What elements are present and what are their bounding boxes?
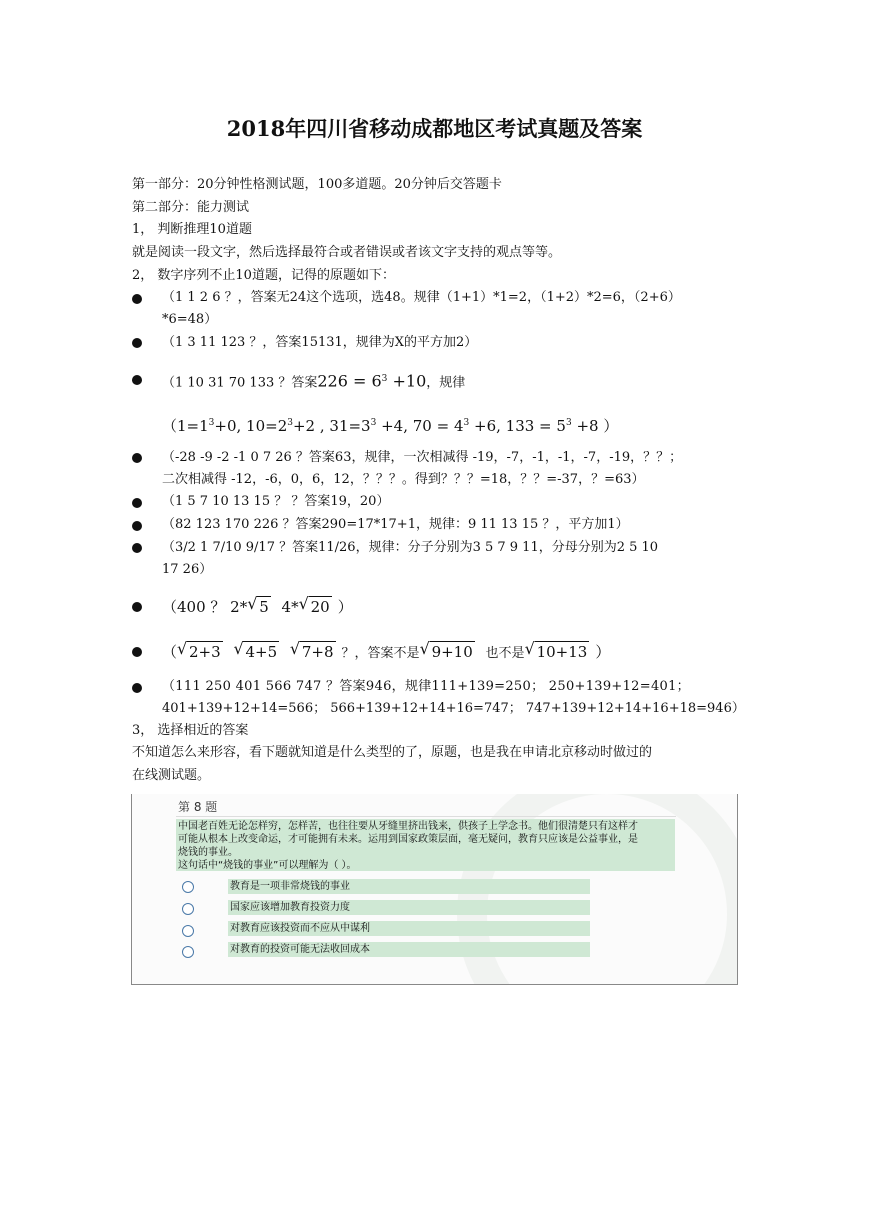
intro-line-3: 1， 判断推理10道题 [132, 222, 252, 237]
sqrt-expression: √ 10+13 [524, 639, 588, 661]
option-c[interactable]: 对教育应该投资而不应从中谋利 [228, 921, 590, 936]
option-b[interactable]: 国家应该增加教育投资力度 [228, 900, 590, 915]
exponent: 3 [565, 418, 572, 428]
section-3-desc-cont: 在线测试题。 [132, 768, 211, 783]
sqrt-radicand: 9+10 [431, 643, 473, 661]
exponent: 3 [208, 418, 215, 428]
sequence-item-3 [162, 369, 465, 393]
sequence-item-8 [162, 596, 353, 617]
sqrt-expression: √ 20 [298, 594, 330, 616]
section-3-desc: 不知道怎么来形容，看下题就知道是什么类型的了，原题，也是我在申请北京移动时做过的 [132, 745, 653, 760]
bullet [132, 375, 142, 385]
sequence-item-6: （82 123 170 226 ？答案290=17*17+1，规律：9 11 13 15 ？，平方加1） [162, 517, 629, 532]
bullet [132, 338, 142, 348]
intro-line-2: 第二部分：能力测试 [132, 200, 250, 215]
option-d[interactable]: 对教育的投资可能无法收回成本 [228, 942, 590, 957]
intro-line-5: 2， 数字序列不止10道题，记得的原题如下： [132, 268, 395, 283]
sequence-item-9 [162, 641, 610, 664]
item-8-text: （400 ？ 2* [162, 598, 248, 616]
option-a[interactable]: 教育是一项非常烧钱的事业 [228, 879, 590, 894]
intro-line-4: 就是阅读一段文字，然后选择最符合或者错误或者该文字支持的观点等等。 [132, 245, 562, 260]
exponent: 3 [463, 418, 470, 428]
exponent: 3 [287, 418, 293, 428]
formula-value: +10 [387, 371, 427, 391]
sequence-item-7: （3/2 1 7/10 9/17 ？答案11/26，规律：分子分别为3 5 7 9 11，分母分别为2 5 10 [162, 540, 659, 555]
sqrt-radicand: 5 [259, 598, 269, 616]
option-b-radio[interactable] [182, 903, 194, 915]
bullet [132, 498, 142, 508]
rule-part: （1=1 [162, 417, 209, 435]
sqrt-expression: √ 7+8 [289, 639, 334, 661]
exponent: 3 [381, 374, 388, 384]
sequence-item-4-cont: 二次相减得 -12，-6，0，6，12，？？？。得到？？？=18，？？=-37，？=63） [162, 472, 645, 487]
option-d-radio[interactable] [182, 946, 194, 958]
sequence-item-2: （1 3 11 123 ？，答案15131，规律为X的平方加2） [162, 335, 478, 350]
sequence-item-10-cont: 401+139+12+14=566； 566+139+12+14+16=747； 747+139+12+14+16+18=946） [162, 701, 745, 716]
sqrt-radicand: 4+5 [245, 643, 278, 661]
sequence-item-5: （1 5 7 10 13 15 ？ ？答案19，20） [162, 494, 390, 509]
bullet [132, 543, 142, 553]
item-9-text: ？，答案不是 [341, 646, 420, 661]
intro-line-1: 第一部分：20分钟性格测试题，100多道题。20分钟后交答题卡 [132, 177, 502, 192]
section-3-heading: 3， 选择相近的答案 [132, 723, 249, 738]
bullet [132, 521, 142, 531]
quiz-screenshot [131, 794, 738, 985]
bullet [132, 647, 142, 657]
sqrt-radicand: 10+13 [536, 643, 588, 661]
question-number: 第 8 题 [178, 800, 218, 814]
rule-part: +6, 133 = 5 [469, 417, 566, 435]
item-8-text: 4* [281, 598, 299, 616]
sqrt-expression: √ 2+3 [177, 639, 221, 661]
bullet [132, 683, 142, 693]
bullet [132, 602, 142, 612]
item-3-rule-label: ，规律 [426, 375, 466, 391]
sqrt-radicand: 2+3 [189, 643, 221, 661]
sequence-item-3-rule [162, 413, 618, 436]
bullet [132, 294, 142, 304]
question-text [176, 819, 675, 871]
exponent: 3 [370, 418, 377, 428]
item-9-close: ） [595, 643, 611, 661]
sequence-item-10: （111 250 401 566 747 ？答案946，规律111+139=250； 250+139+12=401； [162, 679, 690, 694]
sqrt-radicand: 20 [310, 598, 330, 616]
sqrt-expression: √ 9+10 [419, 639, 473, 661]
sqrt-expression: √ 4+5 [233, 639, 278, 661]
sequence-item-1-cont: *6=48） [162, 312, 218, 327]
item-9-open: （ [162, 643, 178, 661]
item-9-text: 也不是 [485, 646, 525, 661]
rule-part: +4, 70 = 4 [376, 417, 464, 435]
sequence-item-7-cont: 17 26） [162, 562, 213, 577]
item-8-close: ） [337, 598, 353, 616]
formula-value: 226 = 6 [317, 371, 382, 391]
item-3-text: （1 10 31 70 133 ？答案 [162, 375, 318, 391]
divider [176, 816, 676, 817]
rule-part: +8 ） [571, 417, 619, 435]
bullet [132, 453, 142, 463]
question-line: 烧钱的事业。 [178, 847, 238, 858]
document-title: 2018年四川省移动成都地区考试真题及答案 [226, 116, 643, 141]
option-c-radio[interactable] [182, 925, 194, 937]
option-a-radio[interactable] [182, 881, 194, 893]
sequence-item-4: （-28 -9 -2 -1 0 7 26 ？答案63，规律，一次相减得 -19，-7，-1，-1，-7，-19，？？； [162, 450, 683, 465]
sqrt-expression: √ 5 [247, 594, 269, 616]
question-line: 这句话中“烧钱的事业”可以理解为（ ）。 [178, 860, 357, 871]
sequence-item-1: （1 1 2 6 ？，答案无24这个选项，选48。规律（1+1）*1=2，（1+2）*2=6，（2+6） [162, 290, 681, 305]
question-line: 中国老百姓无论怎样穷，怎样苦，也往往要从牙缝里挤出钱来，供孩子上学念书。他们很清楚只有这样才 [178, 821, 638, 832]
rule-part: +2 , 31=3 [292, 417, 371, 435]
sqrt-radicand: 7+8 [301, 643, 334, 661]
rule-part: +0, 10=2 [214, 417, 288, 435]
question-line: 可能从根本上改变命运，才可能拥有未来。运用到国家政策层面，毫无疑问，教育只应该是公益事业，是 [178, 834, 638, 845]
